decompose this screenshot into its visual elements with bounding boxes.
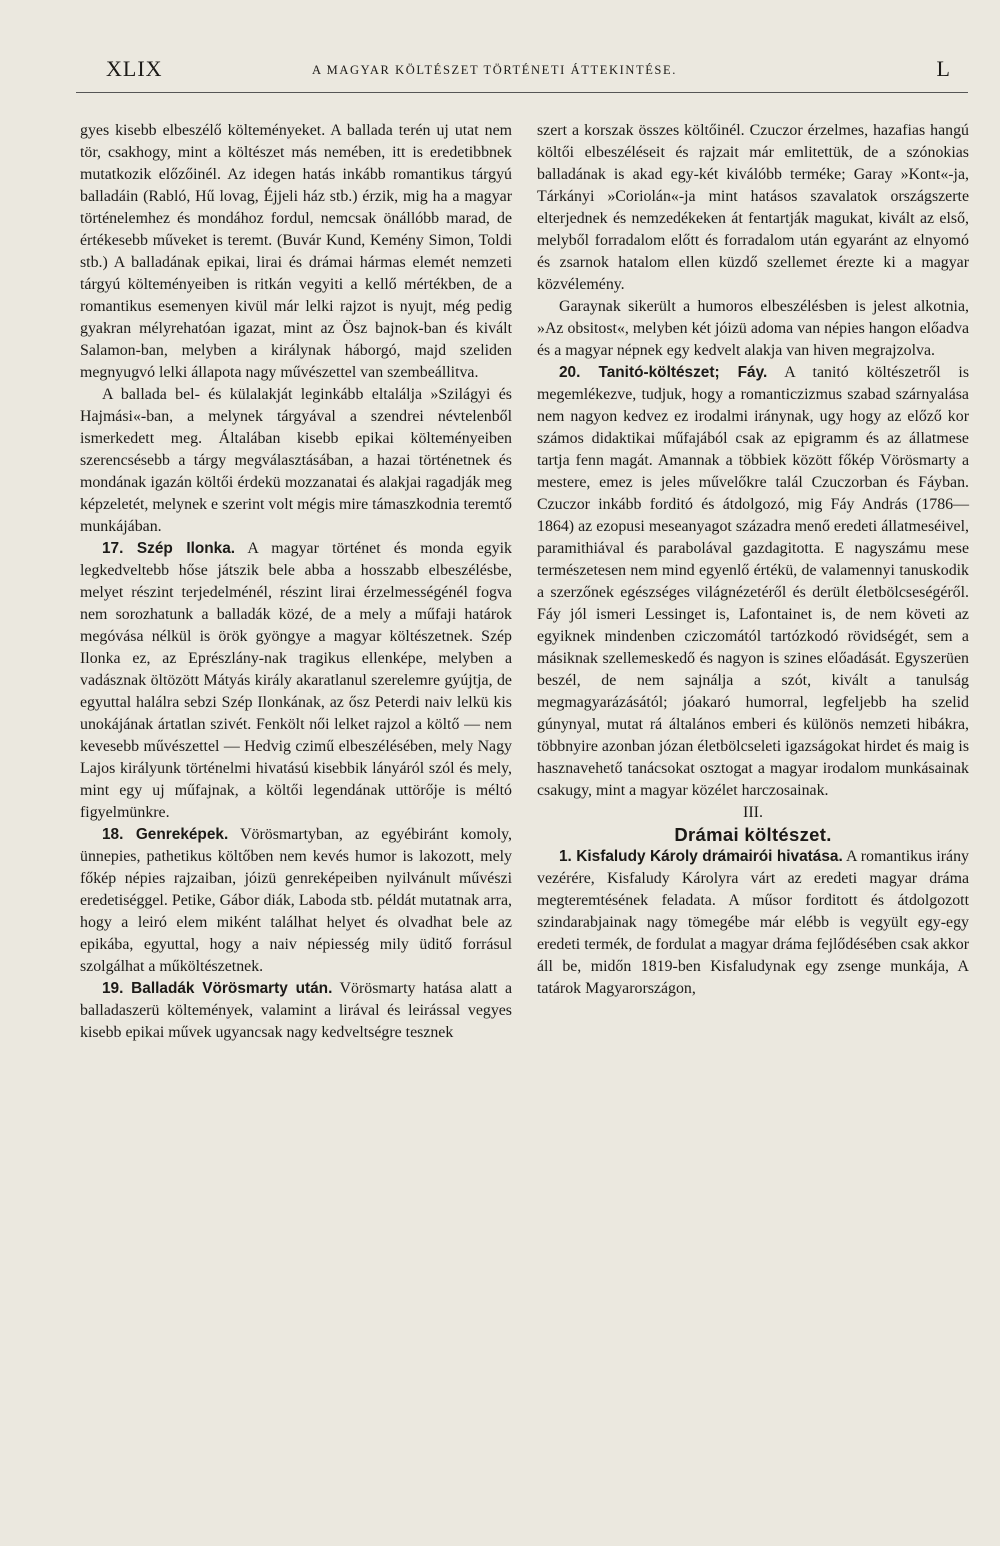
part-title: Drámai költészet.: [674, 824, 832, 845]
left-column: [80, 120, 512, 1044]
section-heading: 17. Szép Ilonka.: [102, 540, 236, 557]
section-text: A tanitó költészetről is megemlékezve, tudjuk, hogy a romanticzizmus szabad szárnyalása nem nagyon kedvez ez irodalmi iránynak, ugy hogy az előző kor számos didaktikai műfajából csak az epigramm és az állatmese tartja fenn magát. Amannak a többiek között főkép Vörösmarty a mestere, emez is jeles művelőkre talál Czuczorban és Fáyban. Czuczor inkább forditó és átdolgozó, mig Fáy András (1786—1864) az ezopusi meseanyagot századra menő eredeti állatmeséivel, paramithiával és parabolával gazdagitotta. E nagyszámu mese természetesen nem mind egyenlő értékü, de valamennyi tanuskodik a szerzőnek egészséges világnézetéről és derült életbölcseségéről. Fáy jól ismeri Lessinget is, Lafontainet is, de nem követi az egyiknek mindenben cziczomától tartózkodó rövidségét, sem a másiknak szellemeskedő és nagyon is szines előadását. Egyszerüen beszél, de nem sajnálja a szót, kivált a tanulság megmagyarázásától; jóakaró humorral, legfeljebb ha szelid gúnynyal, mutat rá általános emberi és különös nemzeti hibákra, többnyire azonban józan életbölcseleti igazságokat hirdet és maig is hasznavehető tanácsokat osztogat a magyar irodalom munkásainak csakugy, mint a magyar közélet harczosainak.: [537, 364, 969, 799]
section-heading: 20. Tanitó-költészet; Fáy.: [559, 364, 768, 381]
section-text: A magyar történet és monda egyik legkedveltebb hőse játszik bele abba a hosszabb elbeszélésbe, melyet részint terjedelménél, részint lirai érzelmességénél fogva nem sorozhatunk a balladák közé, de a mely a műfaji határok megóvása nélkül is örök gyöngye a magyar költészetnek. Szép Ilonka ez, az Eprészlány-nak tragikus ellenképe, melyben a vadásznak öltözött Mátyás király akaratlanul szerelemre gyújtja, de egyuttal halálra sebzi Szép Ilonkának, az ősz Peterdi naiv lelkü kis unokájának ártatlan szivét. Fenkölt női lelket rajzol a költő — nem kevesebb művészettel — Hedvig czimű elbeszélésében, mely Nagy Lajos királyunk történelmi hivatású kisebbik lányáról szól és mely, mint egy uj műfajnak, a költői legendának uttörője is méltó figyelmünkre.: [80, 540, 513, 821]
paragraph: szert a korszak összes költőinél. Czuczor érzelmes, hazafias hangú költői elbeszéléseit és rajzait már emlitettük, de a szónokias balladának is akad egy-két kiválóbb terméke; Garay »Kont«-ja, Tárkányi »Coriolán«-ja mint hatásos szavalatok országszerte elterjednek és nemzedékeken át fentartják magukat, kivált az első, melyből forradalom előtt és forradalom után egyaránt az elnyomó és zsarnok hatalom ellen küzdő szellemet érezte ki a magyar közvélemény.: [537, 122, 969, 293]
section-18: [80, 824, 512, 978]
section-1: [537, 846, 969, 1000]
section-heading: 18. Genreképek.: [102, 826, 229, 843]
part-number: III.: [743, 804, 763, 821]
paragraph: gyes kisebb elbeszélő költeményeket. A ballada terén uj utat nem tör, csakhogy, mint a költészet más nemében, itt is eredetibbnek mutatkozik előzőinél. Az idegen hatás inkább romantikus tárgyú balladáin (Rabló, Hű lovag, Éjjeli ház stb.) érzik, mig ha a magyar történelemhez és mondához fordul, nemcsak önállóbb marad, de értékesebb műveket is teremt. (Buvár Kund, Kemény Simon, Toldi stb.) A balladának epikai, lirai és drámai hármas elemét nemzeti tárgyú költeményeiben is ritkán vegyiti a kellő mértékben, de a romantikus esemenyen kivül már lelki rajzot is nyujt, még pedig gyakran mélyrehatóan igazat, mint az Ösz bajnok-ban és kivált Salamon-ban, melyben a királynak háborgó, majd szeliden megnyugvó lelki állapota nagy művészettel van szembeállitva.: [80, 122, 512, 381]
right-page-number: L: [936, 56, 950, 81]
section-heading: 19. Balladák Vörösmarty után.: [102, 980, 333, 997]
right-column: [537, 120, 969, 1000]
running-header: [76, 56, 968, 93]
section-heading: 1. Kisfaludy Károly drámairói hivatása.: [559, 848, 843, 865]
section-text: Vörösmarty hatása alatt a balladaszerü költemények, valamint a lirával és leirással vegyes kisebb epikai művek ugyancsak nagy kedveltségre tesznek: [80, 980, 513, 1041]
section-text: A romantikus irány vezérére, Kisfaludy Károlyra várt az eredeti magyar dráma megteremtésének feladata. A műsor forditott és átdolgozott szindarabjainak nagy tömegébe már elébb is vegyült egy-egy eredeti termék, de fordulat a magyar dráma fejlődésében csak akkor áll be, midőn 1819-ben Kisfaludynak egy zsenge munkája, A tatárok Magyarországon,: [537, 848, 969, 997]
section-20: [537, 362, 969, 802]
paragraph: A ballada bel- és külalakját leginkább eltalálja »Szilágyi és Hajmási«-ban, a melynek tárgyával a szendrei névtelenből ismerkedett meg. Általában kisebb epikai költeményeiben szerencsésebb a tárgy megválasztásában, a hazai történetnek és mondának igazán költői érdekü mozzanatai és alakjai ragadják meg képzeletét, melynek e szerint volt mégis mire támaszkodnia teremtő munkájában.: [80, 386, 512, 535]
running-title: A MAGYAR KÖLTÉSZET TÖRTÉNETI ÁTTEKINTÉSE.: [312, 63, 677, 77]
section-text: Vörösmartyban, az egyébiránt komoly, ünnepies, pathetikus költőben nem kevés humor is lakozott, mely főkép népies rajzaiban, jóizü genreképeiben nyilvánult művészi eredetiséggel. Petike, Gábor diák, Laboda stb. példát mutatnak arra, hogy a leiró elem miként találhat helyet és olvadhat bele az epikába, egyuttal, hogy a naiv népiesség mily üditő forrásul szolgálhat a műköltészetnek.: [80, 826, 512, 975]
section-19: [80, 978, 512, 1044]
left-page-number: XLIX: [106, 56, 163, 81]
paragraph: Garaynak sikerült a humoros elbeszélésben is jelest alkotnia, »Az obsitost«, melyben két jóizü adoma van népies hangon előadva és a magyar népnek egy kedvelt alakja van hiven megrajzolva.: [537, 298, 969, 359]
section-17: [80, 538, 512, 824]
